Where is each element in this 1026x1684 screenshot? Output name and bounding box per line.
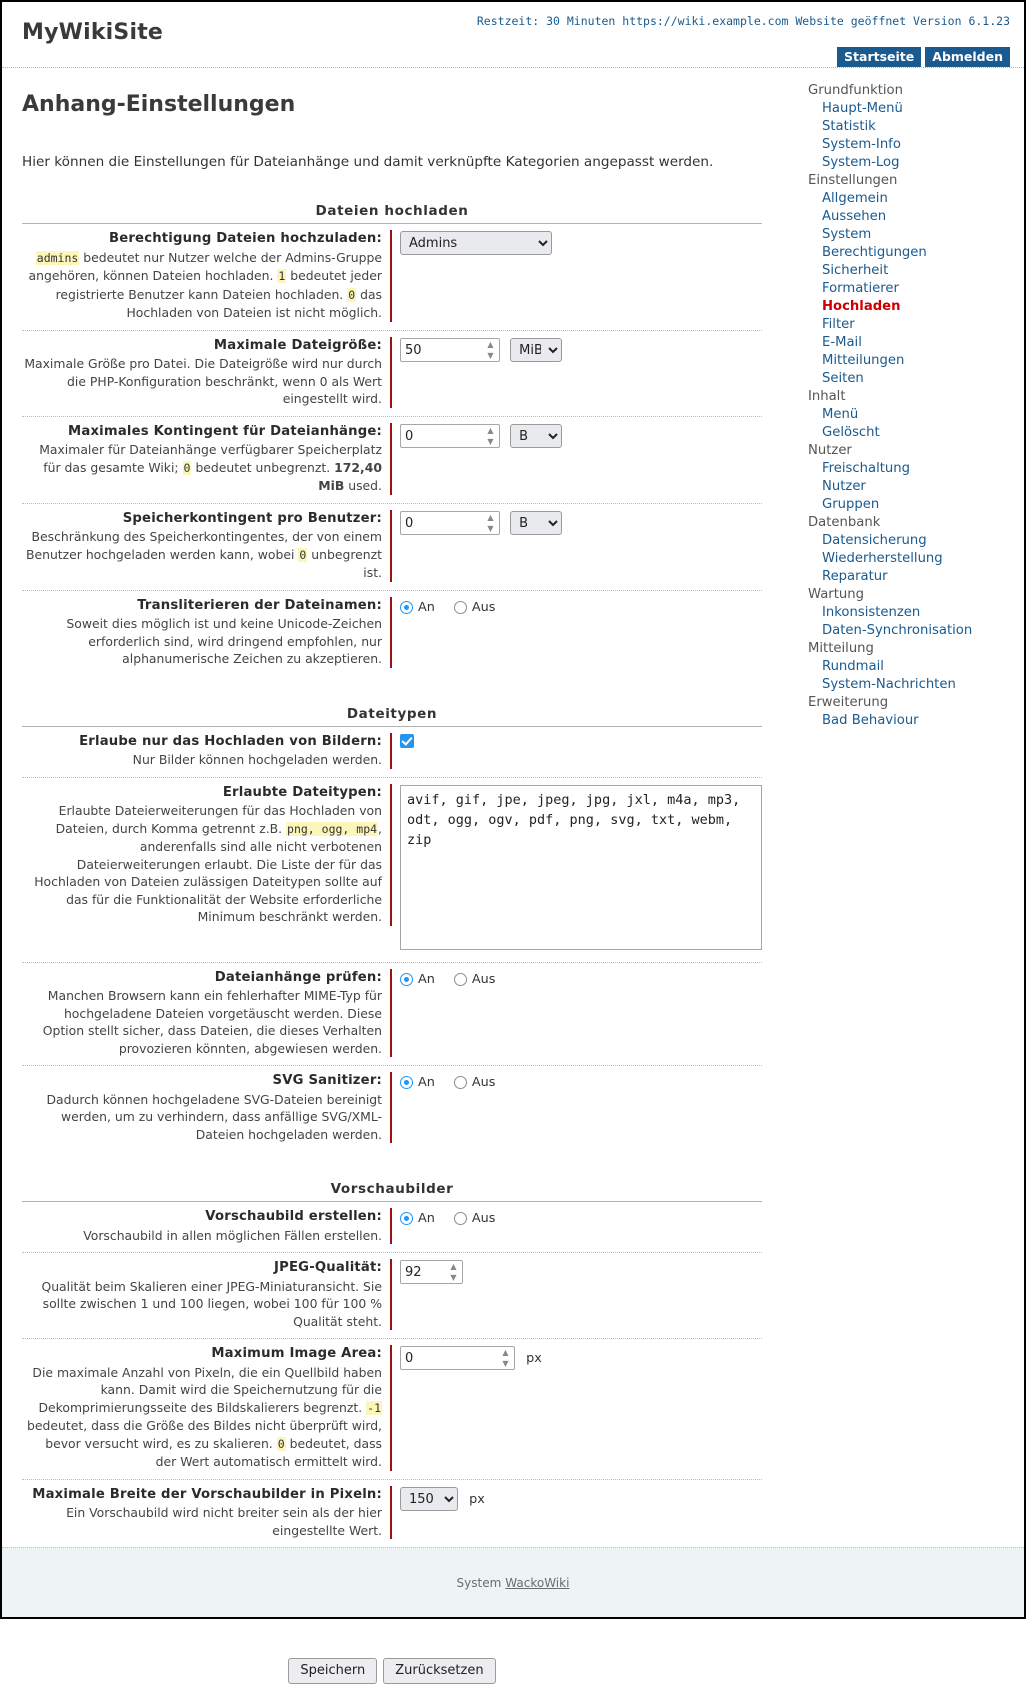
code-zero: 0 (348, 287, 356, 302)
section-heading-thumbnails: Vorschaubilder (22, 1181, 762, 1202)
sidebar-item-system-nachrichten[interactable] (798, 676, 1008, 694)
page-title: Anhang-Einstellungen (22, 92, 296, 117)
label-text: Maximales Kontingent für Dateianhänge: (68, 423, 382, 439)
sidebar-item-berechtigungen[interactable] (798, 244, 1008, 262)
sidebar-item-sicherheit[interactable] (798, 262, 1008, 280)
field-label-svg-sanitizer (22, 1072, 392, 1143)
label-text: Maximum Image Area: (211, 1346, 382, 1361)
field-control-svg-sanitizer (392, 1072, 762, 1090)
label-text: JPEG-Qualität: (274, 1260, 382, 1275)
sidebar-item-label[interactable]: System (822, 227, 872, 242)
main-content (2, 68, 792, 1684)
sidebar-item-wiederherstellung[interactable] (798, 550, 1008, 568)
field-label-user-quota (22, 510, 392, 582)
header-button-group (837, 47, 1010, 67)
field-label-thumb-width (22, 1486, 392, 1540)
sidebar-item-allgemein[interactable] (798, 190, 1008, 208)
code-minus-one: -1 (367, 1400, 381, 1415)
sidebar-item-datensicherung[interactable] (798, 532, 1008, 550)
radio-on-icon[interactable] (400, 1212, 413, 1225)
radio-on-label: An (418, 1075, 435, 1090)
sidebar-item-label[interactable]: Nutzer (822, 479, 866, 494)
sidebar-item-hochladen[interactable] (798, 298, 1008, 316)
radio-off-icon[interactable] (454, 601, 467, 614)
hint-text: Die maximale Anzahl von Pixeln, die ein Quellbild haben kann. Damit wird die Speichernutzung für die Dekomprimierungsseite des Bildskalierers begrenzt. -1 bedeutet, dass die Größe des Bildes nicht überprüft wird, bevor versucht wird, es zu skalieren. 0 bedeutet, dass der Wert automatisch ermittelt wird. (27, 1364, 382, 1469)
hint-text: Manchen Browsern kann ein fehlerhafter MIME-Typ für hochgeladene Dateien vorgetäuscht werden. Diese Option stellt sicher, dass Dateien, die dieses Verhalten provozieren könnten, abgewiesen werden. (42, 988, 382, 1056)
sidebar-item-inkonsistenzen[interactable] (798, 604, 1008, 622)
label-text: Maximale Breite der Vorschaubilder in Pixeln: (32, 1486, 382, 1502)
field-row-create-thumbnail (22, 1202, 762, 1253)
sidebar-item-label[interactable]: System-Nachrichten (822, 677, 956, 692)
label-text: Transliterieren der Dateinamen: (137, 597, 382, 613)
sidebar-group-datenbank: Datenbank (808, 515, 881, 530)
label-text: Vorschaubild erstellen: (205, 1209, 382, 1224)
radio-on-icon[interactable] (400, 601, 413, 614)
radio-on-icon[interactable] (400, 973, 413, 986)
field-control-allowed-types (392, 784, 762, 954)
field-label-max-image-area (22, 1345, 392, 1471)
sidebar-group-einstellungen: Einstellungen (808, 173, 898, 188)
site-title: MyWikiSite (22, 20, 164, 45)
hint-text: Maximale Größe pro Datei. Die Dateigröße wird nur durch die PHP-Konfiguration beschränkt, wenn 0 als Wert eingestellt wird. (24, 356, 382, 406)
field-control-permission (392, 230, 762, 255)
spinner-arrows-icon: ▲ ▼ (487, 340, 494, 360)
sidebar-item-haupt-men-[interactable] (798, 100, 1008, 118)
max-quota-spinner[interactable] (400, 424, 500, 448)
field-row-jpeg-quality (22, 1253, 762, 1339)
quota-used: 172,40 MiB (318, 459, 382, 493)
field-row-check-attachments (22, 963, 762, 1067)
max-image-area-unit: px (526, 1350, 542, 1366)
max-filesize-spinner[interactable] (400, 338, 500, 362)
field-control-images-only (392, 733, 762, 749)
sidebar-item-e-mail[interactable] (798, 334, 1008, 352)
sidebar-item-label[interactable]: Formatierer (822, 281, 899, 296)
page-footer (2, 1547, 1024, 1617)
sidebar-item-label[interactable]: Bad Behaviour (822, 713, 919, 728)
spinner-arrows-icon: ▲ ▼ (502, 1348, 509, 1368)
hint-text: Erlaubte Dateierweiterungen für das Hochladen von Dateien, durch Komma getrennt z.B. png, ogg, mp4, anderenfalls sind alle nicht verbotenen Dateierweiterungen erlaubt. Die Liste der für das Hochladen von Dateien zulässigen Dateitypen sollte auf das für die Funktionalität der Website erforderliche Minimum beschränkt werden. (34, 803, 382, 924)
label-text: Maximale Dateigröße: (213, 337, 382, 353)
sidebar-item-label[interactable]: Daten-Synchronisation (822, 623, 973, 638)
section-heading-upload: Dateien hochladen (22, 203, 762, 224)
footer-link-wackowiki[interactable]: WackoWiki (505, 1575, 570, 1590)
home-button[interactable]: Startseite (837, 47, 921, 67)
thumb-width-unit: px (469, 1491, 485, 1507)
sidebar-item-label[interactable]: System-Info (822, 137, 901, 152)
user-quota-unit-select[interactable] (510, 511, 562, 535)
radio-off-label: Aus (471, 599, 496, 615)
sidebar-item-nutzer[interactable] (798, 478, 1008, 496)
hint-text: Soweit dies möglich ist und keine Unicode-Zeichen erforderlich sind, wird dringend empfohlen, nur alphanumerische Zeichen zu akzeptieren. (66, 616, 382, 666)
sidebar-group-nutzer: Nutzer (808, 443, 852, 458)
sidebar-item-label[interactable]: Allgemein (822, 191, 888, 206)
thumb-width-select[interactable] (400, 1487, 458, 1511)
max-filesize-unit-select[interactable] (510, 338, 562, 362)
radio-off-label: Aus (471, 1211, 496, 1226)
sidebar-item-label[interactable]: Wiederherstellung (822, 551, 943, 566)
sidebar-item-label[interactable]: Sicherheit (822, 263, 889, 278)
create-thumbnail-radio-group (400, 1209, 762, 1226)
header-info-line: Restzeit: 30 Minuten https://wiki.example.com Website geöffnet Version 6.1.23 (476, 14, 1010, 28)
sidebar-item-label[interactable]: Freischaltung (822, 461, 911, 476)
label-text: Speicherkontingent pro Benutzer: (122, 510, 382, 526)
sidebar-item-system-log[interactable] (798, 154, 1008, 172)
field-row-user-quota (22, 504, 762, 591)
section-heading-filetypes: Dateitypen (22, 706, 762, 727)
transliterate-radio-group (400, 598, 762, 615)
field-row-transliterate (22, 591, 762, 676)
sidebar-navigation (788, 68, 1024, 730)
field-control-thumb-width (392, 1486, 762, 1511)
sidebar-item-label[interactable]: Statistik (822, 119, 876, 134)
field-row-permission (22, 224, 762, 331)
save-button[interactable]: Speichern (288, 1658, 377, 1684)
sidebar-item-bad-behaviour[interactable] (798, 712, 1008, 730)
code-zero: 0 (299, 547, 307, 562)
check-attachments-radio-group (400, 970, 762, 987)
sidebar-item-seiten[interactable] (798, 370, 1008, 388)
sidebar-item-gruppen[interactable] (798, 496, 1008, 514)
field-row-svg-sanitizer (22, 1066, 762, 1151)
sidebar-item-rundmail[interactable] (798, 658, 1008, 676)
sidebar-item-label[interactable]: Rundmail (822, 659, 884, 674)
sidebar-item-mitteilungen[interactable] (798, 352, 1008, 370)
sidebar-item-gel-scht[interactable] (798, 424, 1008, 442)
page-intro: Hier können die Einstellungen für Dateianhänge und damit verknüpfte Kategorien angepasst werden. (22, 154, 714, 170)
field-row-thumb-width (22, 1480, 762, 1549)
spinner-arrows-icon: ▲ ▼ (450, 1262, 457, 1282)
hint-text: admins bedeutet nur Nutzer welche der Admins-Gruppe angehören, können Dateien hochladen. 1 bedeutet jeder registrierte Benutzer kann Dateien hochladen. 0 das Hochladen von Dateien ist nicht möglich. (28, 249, 382, 320)
user-quota-input[interactable] (400, 511, 500, 535)
logout-button[interactable]: Abmelden (925, 47, 1010, 67)
field-control-max-quota (392, 423, 762, 449)
field-label-jpeg-quality (22, 1259, 392, 1330)
sidebar-item-system-info[interactable] (798, 136, 1008, 154)
spinner-arrows-icon: ▲ ▼ (487, 513, 494, 533)
field-label-create-thumbnail (22, 1208, 392, 1244)
sidebar-item-label[interactable]: System-Log (822, 155, 900, 170)
sidebar-item-formatierer[interactable] (798, 280, 1008, 298)
sidebar-item-men-[interactable] (798, 406, 1008, 424)
spinner-arrows-icon: ▲ ▼ (487, 426, 494, 446)
code-zero: 0 (277, 1436, 285, 1451)
field-label-max-filesize (22, 337, 392, 408)
field-label-max-quota (22, 423, 392, 495)
field-label-transliterate (22, 597, 392, 668)
field-row-max-quota (22, 417, 762, 504)
sidebar-item-label[interactable]: Gruppen (822, 497, 880, 512)
sidebar-item-label[interactable]: Berechtigungen (822, 245, 927, 260)
radio-off-icon[interactable] (454, 1076, 467, 1089)
sidebar-item-statistik[interactable] (798, 118, 1008, 136)
field-control-check-attachments (392, 969, 762, 987)
sidebar-item-label[interactable]: Aussehen (822, 209, 887, 224)
sidebar-item-system[interactable] (798, 226, 1008, 244)
footer-prefix: System (456, 1575, 502, 1590)
field-label-permission (22, 230, 392, 322)
hint-text: Qualität beim Skalieren einer JPEG-Miniaturansicht. Sie sollte zwischen 1 und 100 liegen, wobei 100 für 100 % Qualität steht. (41, 1278, 382, 1329)
radio-off-icon[interactable] (454, 1212, 467, 1225)
field-label-check-attachments (22, 969, 392, 1058)
label-text: Erlaubte Dateitypen: (222, 784, 382, 800)
permission-select[interactable] (400, 231, 552, 255)
field-label-allowed-types (22, 784, 392, 926)
hint-text: Beschränkung des Speicherkontingentes, der von einem Benutzer hochgeladen werden kann, wobei 0 unbegrenzt ist. (25, 529, 382, 580)
radio-off-label: Aus (471, 971, 496, 987)
sidebar-item-label[interactable]: Hochladen (822, 299, 901, 314)
field-label-images-only (22, 733, 392, 769)
sidebar-item-label[interactable]: Gelöscht (822, 425, 880, 440)
sidebar-item-aussehen[interactable] (798, 208, 1008, 226)
sidebar-item-freischaltung[interactable] (798, 460, 1008, 478)
field-control-user-quota (392, 510, 762, 536)
radio-on-label: An (418, 1211, 435, 1226)
radio-on-icon[interactable] (400, 1076, 413, 1089)
field-row-max-filesize (22, 331, 762, 417)
label-text: Erlaube nur das Hochladen von Bildern: (79, 733, 382, 749)
images-only-checkbox[interactable] (400, 734, 414, 748)
reset-button[interactable]: Zurücksetzen (383, 1658, 495, 1684)
sidebar-item-label[interactable]: Reparatur (822, 569, 888, 584)
sidebar-group-mitteilung: Mitteilung (808, 641, 874, 656)
field-row-images-only (22, 727, 762, 778)
radio-on-label: An (418, 599, 435, 615)
hint-text: Nur Bilder können hochgeladen werden. (132, 752, 382, 767)
sidebar-item-label[interactable]: Haupt-Menü (822, 101, 903, 116)
sidebar-group-inhalt: Inhalt (808, 389, 846, 404)
code-one: 1 (278, 269, 286, 283)
field-control-jpeg-quality (392, 1259, 762, 1284)
code-example-types: png, ogg, mp4 (287, 821, 378, 836)
max-image-area-spinner[interactable] (400, 1346, 515, 1370)
label-text: Berechtigung Dateien hochzuladen: (108, 231, 382, 246)
hint-text: Ein Vorschaubild wird nicht breiter sein als der hier eingestellte Wert. (66, 1505, 382, 1538)
field-control-create-thumbnail (392, 1208, 762, 1226)
sidebar-item-label[interactable]: Seiten (822, 371, 864, 386)
label-text: Dateianhänge prüfen: (214, 969, 382, 985)
sidebar-item-label[interactable]: Mitteilungen (822, 353, 905, 368)
field-row-allowed-types (22, 778, 762, 963)
sidebar-item-reparatur[interactable] (798, 568, 1008, 586)
sidebar-group-grundfunktion: Grundfunktion (808, 83, 903, 98)
max-quota-input[interactable] (400, 424, 500, 448)
sidebar-group-wartung: Wartung (808, 587, 864, 602)
field-control-max-filesize (392, 337, 762, 363)
hint-text: Vorschaubild in allen möglichen Fällen erstellen. (83, 1227, 382, 1243)
page-header (2, 2, 1024, 68)
sidebar-item-label[interactable]: Datensicherung (822, 533, 927, 548)
radio-off-icon[interactable] (454, 973, 467, 986)
radio-on-label: An (418, 971, 435, 987)
max-image-area-input[interactable] (400, 1346, 515, 1370)
sidebar-item-label[interactable]: Inkonsistenzen (822, 605, 921, 620)
jpeg-quality-input[interactable] (400, 1260, 463, 1284)
form-actions (22, 1658, 762, 1684)
sidebar-item-filter[interactable] (798, 316, 1008, 334)
radio-off-label: Aus (471, 1075, 496, 1090)
field-control-transliterate (392, 597, 762, 615)
max-filesize-input[interactable] (400, 338, 500, 362)
code-zero: 0 (183, 460, 191, 475)
label-text: SVG Sanitizer: (272, 1073, 382, 1088)
sidebar-item-label[interactable]: Filter (822, 317, 855, 332)
field-row-max-image-area (22, 1339, 762, 1480)
allowed-types-textarea[interactable] (400, 785, 762, 950)
hint-text: Dadurch können hochgeladene SVG-Dateien bereinigt werden, um zu verhindern, dass anfällige SVG/XML-Dateien hochgeladen werden. (46, 1091, 382, 1142)
sidebar-item-label[interactable]: E-Mail (822, 335, 862, 350)
sidebar-item-daten-synchronisation[interactable] (798, 622, 1008, 640)
field-control-max-image-area (392, 1345, 762, 1370)
sidebar-item-label[interactable]: Menü (822, 407, 859, 422)
max-quota-unit-select[interactable] (510, 424, 562, 448)
user-quota-spinner[interactable] (400, 511, 500, 535)
hint-text: Maximaler für Dateianhänge verfügbarer Speicherplatz für das gesamte Wiki; 0 bedeutet unbegrenzt. 172,40 MiB used. (39, 442, 382, 493)
sidebar-group-erweiterung: Erweiterung (808, 695, 889, 710)
jpeg-quality-spinner[interactable] (400, 1260, 463, 1284)
svg-sanitizer-radio-group (400, 1073, 762, 1090)
code-admins: admins (36, 250, 79, 265)
